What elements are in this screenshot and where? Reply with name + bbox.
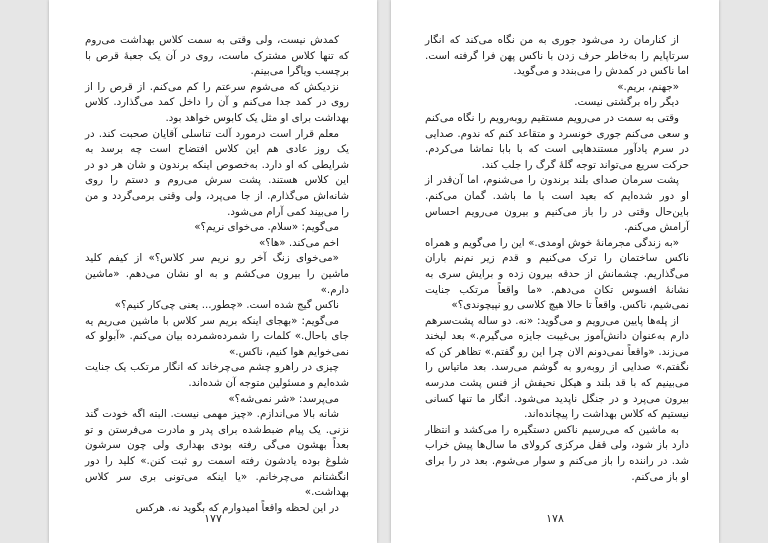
paragraph: کمدش نیست، ولی وقتی به سمت کلاس بهداشت می‌روم که تنها کلاس مشترک ماست، روی در آن یک جعبهٔ قرص با برچسب ویاگرا می‌بینم. bbox=[85, 34, 349, 78]
page-number: ۱۷۷ bbox=[204, 512, 222, 525]
paragraph: وقتی به سمت در می‌رویم مستقیم روبه‌رویم را نگاه می‌کنم و سعی می‌کنم جوری خونسرد و متقاعد کنم که ندوم. صدایی در سرم یادآور مستندهایی است که با بابا تماشا می‌کردم. حرکت سریع می‌تواند توجه گلهٔ گرگ را جلب کند. bbox=[425, 111, 689, 171]
paragraph: به ماشین که می‌رسیم ناکس دستگیره را می‌کشد و انتظار دارد باز شود، ولی قفل مرکزی کرولای ما سال‌ها پیش خراب شد. در راننده را باز می‌کنم و سوار می‌شوم. بعد در را برای او باز می‌کنم. bbox=[425, 423, 689, 483]
paragraph: اخم می‌کند. «ها؟» bbox=[258, 236, 339, 249]
paragraph: پشت سرمان صدای بلند برندون را می‌شنوم، اما آن‌قدر از او دور شده‌ایم که بعید است با ما باشد. گمان می‌کنم. باین‌حال وقتی در را باز می‌کنیم و بیرون می‌رویم احساس آرامش می‌کنم. bbox=[425, 174, 689, 234]
right-page-text bbox=[425, 33, 689, 503]
paragraph: «به زندگی مجرمانهٔ خوش اومدی.» این را می‌گویم و همراه ناکس ساختمان را ترک می‌کنیم و قدم زیر نم‌نم باران می‌گذاریم. چشمانش از حدقه بیرون زده و برایش سری به نشانهٔ افسوس تکان می‌دهم. «ما واقعاً مرتکب جنایت نمی‌شیم، ناکس. واقعاً تا حالا هیچ کلاسی رو نپیچوندی؟» bbox=[425, 236, 689, 312]
paragraph: «می‌خوای زنگ آخر رو نریم سر کلاس؟» از کیفم کلید ماشین را بیرون می‌کشم و به او نشان می‌دهم. «ماشین دارم.» bbox=[85, 252, 349, 296]
paragraph: معلم قرار است درمورد آلت تناسلی آقایان صحبت کند. در یک روز عادی هم این کلاس افتضاح است چه برسد به شرایطی که او دارد. به‌خصوص اینکه برندون و شان هر دو در این کلاس هستند. پشت سرش می‌روم و دستم را روی شانه‌اش می‌گذارم. از جا می‌پرد، ولی وقتی برمی‌گردد و من را می‌بیند کمی آرام می‌شود. bbox=[85, 127, 349, 218]
paragraph: می‌پرسد: «شر نمی‌شه؟» bbox=[228, 392, 339, 405]
paragraph: ناکس گیج شده است. «چطور... یعنی چی‌کار کنیم؟» bbox=[114, 299, 339, 312]
paragraph: چیزی در راهرو چشم می‌چرخاند که انگار مرتکب یک جنایت شده‌ایم و مسئولین متوجه آن شده‌اند. bbox=[85, 361, 349, 390]
paragraph: دیگر راه برگشتی نیست. bbox=[574, 96, 679, 109]
right-page bbox=[391, 0, 719, 543]
paragraph: می‌گویم: «سلام. می‌خوای نریم؟» bbox=[194, 221, 339, 234]
left-page bbox=[49, 0, 377, 543]
paragraph: شانه بالا می‌اندازم. «چیز مهمی نیست. البته اگه خودت گند نزنی. یک پیام ضبط‌شده برای پدر و مادرت می‌فرستن و تو بعداً بهشون می‌گی رفته بودی بهداری ولی چون سرشون شلوغ بوده یادشون رفته اسمت رو ثبت کنن.» کلید را دور انگشتانم می‌چرخانم. «یا اینکه می‌تونی بری سر کلاس بهداشت.» bbox=[85, 408, 349, 499]
paragraph: «جهنم، بریم.» bbox=[617, 80, 679, 93]
paragraph: می‌گویم: «بهجای اینکه بریم سر کلاس با ماشین می‌ریم یه جای باحال.» کلمات را شمرده‌شمرده بیان می‌کنم. «آبولو که نمی‌خوایم هوا کنیم، ناکس.» bbox=[85, 314, 349, 358]
paragraph: نزدیکش که می‌شوم سرعتم را کم می‌کنم. از قرص را از روی در کمد جدا می‌کنم و آن را داخل کمد می‌گذارد. کلاس بهداشت برای او مثل یک کابوس خواهد بود. bbox=[85, 80, 349, 124]
paragraph: در این لحظه واقعاً امیدوارم که بگوید نه. هرکس bbox=[135, 501, 339, 514]
paragraph: از پله‌ها پایین می‌رویم و می‌گوید: «نه. دو ساله پشت‌سرهم دارم به‌عنوان دانش‌آموز بی‌غیبت جایزه می‌گیرم.» بعد لبخند می‌زند. «واقعاً نمی‌دونم الان چرا این رو گفتم.» تظاهر کن که نگفتم.» صدایی از روبه‌رو به گوشم می‌رسد. بعد ماتیاس را می‌بینیم که با قد بلند و هیکل نحیفش از فنس پشت مدرسه بیرون می‌پرد و در جنگل ناپدید می‌شود. انگار ما تنها کسانی نیستیم که کلاس بهداشت را پیچانده‌اند. bbox=[425, 314, 689, 421]
page-number: ۱۷۸ bbox=[546, 512, 564, 525]
paragraph: از کنارمان رد می‌شود جوری به من نگاه می‌کند که انگار سرتاپایم را به‌خاطر حرف زدن با ناکس پهن فرا گرفته است. اما ناکس در کمدش را می‌بندد و می‌گوید. bbox=[425, 34, 689, 78]
left-page-text bbox=[85, 33, 349, 514]
